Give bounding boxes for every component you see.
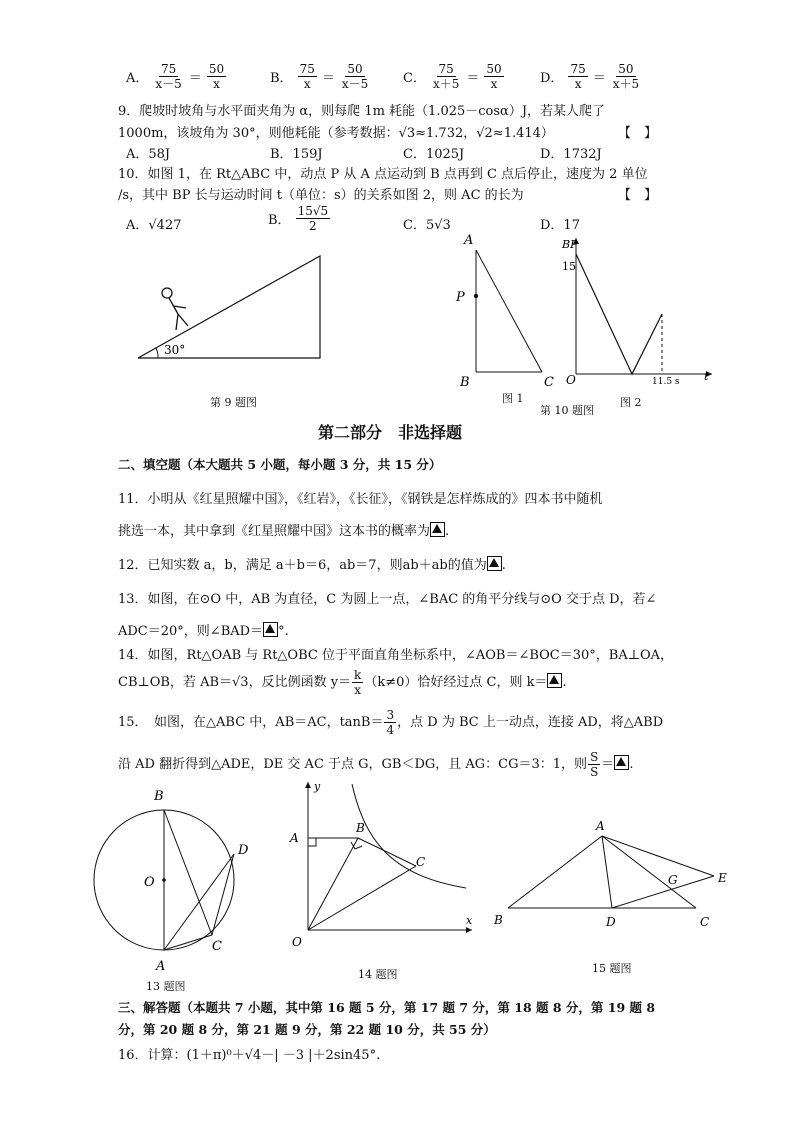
fig10-point-p: [474, 294, 478, 298]
fig14-x-arrow-icon: [466, 927, 472, 933]
fig13-center-o: [162, 878, 166, 882]
q8-option-b: B． $\frac{75}{x}$ ＝ $\frac{50}{x-5}$: [270, 62, 369, 91]
answer-blank-icon: [487, 556, 502, 571]
q9-option-b: B．159J: [270, 147, 323, 162]
q12-text: 12．已知实数 a，b，满足 a＋b＝6，ab＝7，则ab＋ab的值为 .: [118, 558, 506, 573]
fig9-slope-diagram: [130, 248, 330, 368]
graph-x-tick: 11.5 s: [652, 377, 680, 387]
fig15-triangle-diagram: [490, 816, 740, 936]
fig10-label-a: A: [464, 233, 474, 248]
fig14-label-y: y: [314, 780, 321, 793]
q10-line1: 10．如图 1，在 Rt△ABC 中，动点 P 从 A 点运动到 B 点再到 C 点后停止，速度为 2 单位: [118, 167, 648, 182]
fig9-climber-icon: [162, 288, 188, 330]
q9-option-c: C．1025J: [403, 147, 465, 162]
q10-line2: /s，其中 BP 长与运动时间 t（单位：s）的关系如图 2，则 AC 的长为: [118, 188, 524, 203]
fig14-label-x: x: [466, 914, 473, 927]
fig15-label-a: A: [596, 819, 605, 833]
q15-line1: 15． 如图，在△ABC 中，AB＝AC，tanB＝ $\frac{3}{4}$ ，点 D 为 BC 上一动点，连接 AD，将△ABD: [118, 708, 664, 737]
fig15-line-ae: [602, 836, 714, 876]
fig13-label-d: D: [238, 843, 249, 858]
q8-option-d: D． $\frac{75}{x}$ ＝ $\frac{50}{x+5}$: [540, 62, 640, 91]
fig10-caption-2: 图 2: [620, 396, 642, 409]
part2-title: 第二部分 非选择题: [318, 423, 463, 442]
fig14-label-a: A: [290, 831, 299, 845]
fig13-label-c: C: [212, 939, 222, 954]
q11-line1: 11．小明从《红星照耀中国》，《红岩》，《长征》，《钢铁是怎样炼成的》四本书中随机: [118, 492, 603, 507]
graph-bp-line: [576, 254, 662, 374]
q11-line2: 挑选一本，其中拿到《红星照耀中国》这本书的概率为 .: [118, 524, 450, 539]
fig13-label-b: B: [154, 789, 164, 804]
q9-line2: 1000m，该坡角为 30°，则他耗能（参考数据：√3≈1.732，√2≈1.414）: [118, 126, 554, 141]
fig10-side-ac: [476, 250, 542, 372]
fig10-triangle-diagram: [452, 226, 562, 396]
fig9-caption: 第 9 题图: [210, 396, 257, 409]
q14-line2: CB⊥OB，若 AB＝√3，反比例函数 y＝ $\frac{k}{x}$ （k≠0）恰好经过点 C，则 k＝ .: [118, 668, 567, 697]
fig10-bp-time-graph: [556, 232, 716, 392]
fig9-angle-arc: [156, 348, 158, 358]
graph-y-tick: 15: [562, 260, 576, 273]
q10-option-d: D．17: [540, 218, 580, 233]
fig15-label-d: D: [606, 915, 616, 929]
fig10-caption: 第 10 题图: [540, 404, 594, 417]
graph-t-label: t: [704, 370, 709, 383]
graph-y-label: BP: [562, 238, 578, 251]
q14-line1: 14．如图，Rt△OAB 与 Rt△OBC 位于平面直角坐标系中，∠AOB＝∠BOC＝30°，BA⊥OA，: [118, 648, 673, 663]
fig14-label-o: O: [292, 935, 302, 949]
answer-blank-icon: [614, 755, 629, 770]
fig15-line-ad: [602, 836, 612, 908]
q9-line1: 9．爬坡时坡角与水平面夹角为 α，则每爬 1m 耗能（1.025－cosα）J，若某人爬了: [118, 104, 606, 119]
fig15-label-g: G: [668, 873, 678, 887]
fig10-label-p: P: [456, 290, 465, 305]
fig14-right-angle-a: [308, 838, 316, 846]
fig14-line-ob: [308, 838, 358, 930]
q13-line1: 13．如图，在⊙O 中，AB 为直径，C 为圆上一点，∠BAC 的角平分线与⊙O 交于点 D，若∠: [118, 592, 657, 607]
fig10-label-b: B: [460, 375, 470, 390]
fig14-y-arrow-icon: [305, 782, 311, 788]
fig15-caption: 15 题图: [592, 962, 632, 975]
fig14-line-bc: [358, 838, 416, 866]
fig13-label-o: O: [144, 875, 155, 890]
fig15-line-de: [612, 876, 714, 908]
section2-heading: 二、填空题（本大题共 5 小题，每小题 3 分，共 15 分）: [118, 457, 442, 472]
fig14-caption: 14 题图: [358, 968, 398, 981]
fig14-label-c: C: [416, 855, 426, 869]
q9-option-d: D．1732J: [540, 147, 602, 162]
q9-option-a: A．58J: [126, 147, 171, 162]
q10-answer-bracket: 【 】: [618, 188, 658, 203]
fig13-caption: 13 题图: [146, 980, 186, 993]
fig13-line-ad: [164, 854, 234, 950]
fig10-caption-1: 图 1: [502, 392, 524, 405]
fig14-line-oc: [308, 866, 416, 930]
q8-option-a: A． $\frac{75}{x-5}$ ＝ $\frac{50}{x}$: [126, 62, 225, 91]
fig13-label-a: A: [156, 959, 166, 974]
q16-text: 16．计算：(1＋π)⁰＋√4－| －3 |＋2sin45°.: [118, 1048, 381, 1063]
fig9-angle-label: 30°: [164, 343, 186, 357]
section3-heading-line2: 分，第 20 题 8 分，第 21 题 9 分，第 22 题 10 分，共 55 分）: [118, 1022, 496, 1037]
q9-answer-bracket: 【 】: [618, 126, 658, 141]
q15-line2: 沿 AD 翻折得到△ADE，DE 交 AC 于点 G，GB＜DG，且 AG：CG＝3：1，则 $\frac{S}{S}$ ＝ .: [118, 750, 634, 779]
graph-origin-label: O: [566, 373, 576, 387]
fig15-line-ab: [508, 836, 602, 908]
q10-option-c: C．5√3: [403, 218, 451, 233]
answer-blank-icon: [263, 622, 278, 637]
section3-heading-line1: 三、解答题（本题共 7 小题，其中第 16 题 5 分，第 17 题 7 分，第 18 题 8 分，第 19 题 8: [118, 1000, 656, 1015]
fig15-label-c: C: [700, 915, 710, 929]
fig15-label-e: E: [718, 871, 727, 885]
fig14-label-b: B: [356, 821, 365, 835]
fig10-label-c: C: [544, 375, 554, 390]
fig14-coordinate-diagram: [286, 776, 482, 956]
q13-line2: ADC＝20°，则∠BAD＝ °.: [118, 624, 289, 639]
q10-option-a: A．√427: [126, 218, 182, 233]
fig13-circle-diagram: [88, 780, 258, 980]
fig13-line-ac: [164, 935, 212, 950]
answer-blank-icon: [430, 522, 445, 537]
fig15-line-ac: [602, 836, 696, 908]
fig15-label-b: B: [494, 913, 503, 927]
fig13-line-dc: [212, 854, 234, 935]
q10-option-b: B． $\frac{15√5}{2}$: [268, 204, 329, 233]
q8-option-c: C． $\frac{75}{x+5}$ ＝ $\frac{50}{x}$: [403, 62, 502, 91]
fig14-hyperbola: [352, 784, 466, 888]
answer-blank-icon: [547, 673, 562, 688]
